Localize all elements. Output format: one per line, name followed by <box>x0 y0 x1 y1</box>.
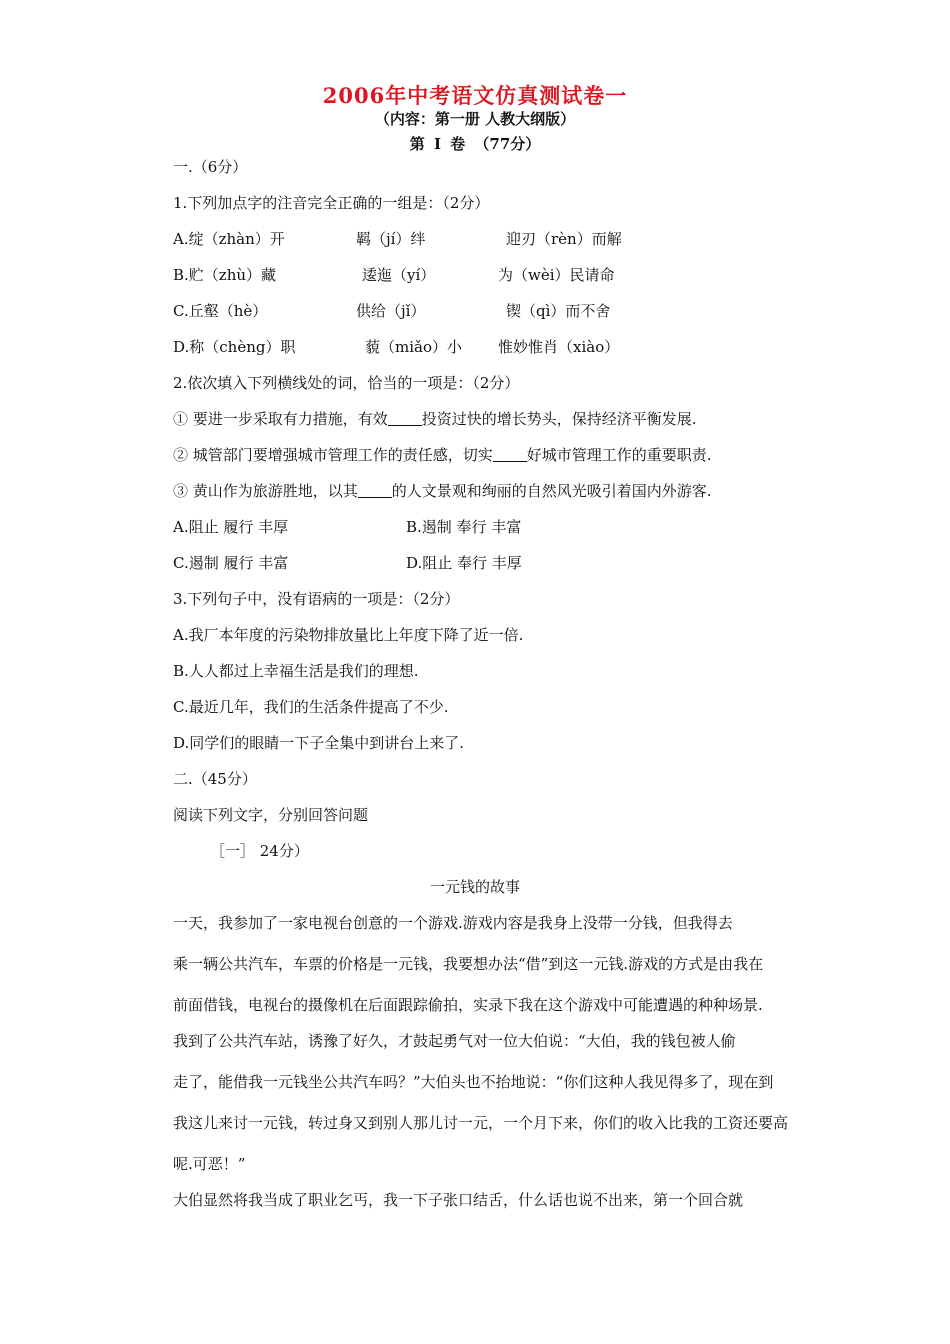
section-one-heading: 一.（6分） <box>173 158 248 176</box>
paragraph-2-line-3: 我这儿来讨一元钱，转过身又到别人那儿讨一元，一个月下来，你们的收入比我的工资还要高 <box>173 1114 789 1132</box>
q3-option-d: D.同学们的眼睛一下子全集中到讲台上来了. <box>173 734 465 752</box>
q2-sentence-1-part-b: 投资过快的增长势头，保持经济平衡发展. <box>421 410 697 428</box>
paragraph-1-line-1: 一天，我参加了一家电视台创意的一个游戏.游戏内容是我身上没带一分钱，但我得去 <box>173 914 733 932</box>
q2-sentence-3 <box>173 481 712 501</box>
q1-option-c-3: 锲（qì）而不舍 <box>506 302 611 320</box>
paragraph-1-line-3: 前面借钱，电视台的摄像机在后面跟踪偷拍，实录下我在这个游戏中可能遭遇的种种场景. <box>173 996 763 1014</box>
q1-option-d-1: D.称（chèng）职 <box>173 338 296 356</box>
q2-sentence-3-part-a: ③ 黄山作为旅游胜地，以其 <box>173 482 358 500</box>
article-title: 一元钱的故事 <box>429 878 520 896</box>
q3-option-b: B.人人都过上幸福生活是我们的理想. <box>173 662 419 680</box>
paragraph-2-line-2: 走了，能借我一元钱坐公共汽车吗？”大伯头也不抬地说：“你们这种人我见得多了，现在到 <box>173 1073 774 1091</box>
q2-sentence-2 <box>173 445 712 465</box>
q2-sentence-1 <box>173 409 697 429</box>
q3-option-a: A.我厂本年度的污染物排放量比上年度下降了近一倍. <box>173 626 524 644</box>
paragraph-3-line-1: 大伯显然将我当成了职业乞丐，我一下子张口结舌，什么话也说不出来，第一个回合就 <box>173 1191 744 1209</box>
q2-sentence-3-part-b: 的人文景观和绚丽的自然风光吸引着国内外游客. <box>391 482 712 500</box>
fill-blank <box>493 447 527 462</box>
question-2-stem: 2.依次填入下列横线处的词，恰当的一项是：（2分） <box>173 374 520 392</box>
question-3-stem: 3.下列句子中，没有语病的一项是：（2分） <box>173 590 460 608</box>
q2-option-c: C.遏制 履行 丰富 <box>173 554 289 572</box>
paragraph-2-line-1: 我到了公共汽车站，诱豫了好久，才鼓起勇气对一位大伯说：“大伯，我的钱包被人偷 <box>173 1032 736 1050</box>
q1-option-c-1: C.丘壑（hè） <box>173 302 268 320</box>
section-two-heading: 二.（45分） <box>173 770 257 788</box>
q2-option-d: D.阻止 奉行 丰厚 <box>406 554 522 572</box>
reading-instruction: 阅读下列文字，分别回答问题 <box>173 806 369 824</box>
q3-option-c: C.最近几年，我们的生活条件提高了不少. <box>173 698 449 716</box>
q2-sentence-1-part-a: ① 要进一步采取有力措施，有效 <box>173 410 388 428</box>
q1-option-b-1: B.贮（zhù）藏 <box>173 266 277 284</box>
q2-sentence-2-part-b: 好城市管理工作的重要职责. <box>526 446 712 464</box>
paragraph-2-line-4: 呢.可恶！” <box>173 1155 246 1173</box>
part-heading: 第 Ⅰ 卷 （77分） <box>409 135 541 153</box>
exam-title: 2006年中考语文仿真测试卷一 <box>322 83 628 108</box>
fill-blank <box>388 411 422 426</box>
q2-option-a: A.阻止 履行 丰厚 <box>173 518 289 536</box>
q1-option-d-3: 惟妙惟肖（xiào） <box>498 338 620 356</box>
q2-sentence-2-part-a: ② 城管部门要增强城市管理工作的责任感，切实 <box>173 446 493 464</box>
paragraph-1-line-2: 乘一辆公共汽车，车票的价格是一元钱，我要想办法“借”到这一元钱.游戏的方式是由我在 <box>173 955 764 973</box>
q1-option-c-2: 供给（jǐ） <box>356 302 426 320</box>
q1-option-a-1: A.绽（zhàn）开 <box>173 230 285 248</box>
fill-blank <box>358 483 392 498</box>
passage-subheading: ［一］ 24分） <box>210 842 309 860</box>
q1-option-b-3: 为（wèi）民请命 <box>498 266 615 284</box>
q1-option-d-2: 藐（miǎo）小 <box>365 338 462 356</box>
q1-option-b-2: 逶迤（yí） <box>362 266 436 284</box>
q1-option-a-2: 羁（jí）绊 <box>356 230 426 248</box>
q1-option-a-3: 迎刃（rèn）而解 <box>506 230 622 248</box>
exam-subtitle: （内容：第一册 人教大纲版） <box>374 110 576 128</box>
q2-option-b: B.遏制 奉行 丰富 <box>406 518 522 536</box>
question-1-stem: 1.下列加点字的注音完全正确的一组是：（2分） <box>173 194 490 212</box>
